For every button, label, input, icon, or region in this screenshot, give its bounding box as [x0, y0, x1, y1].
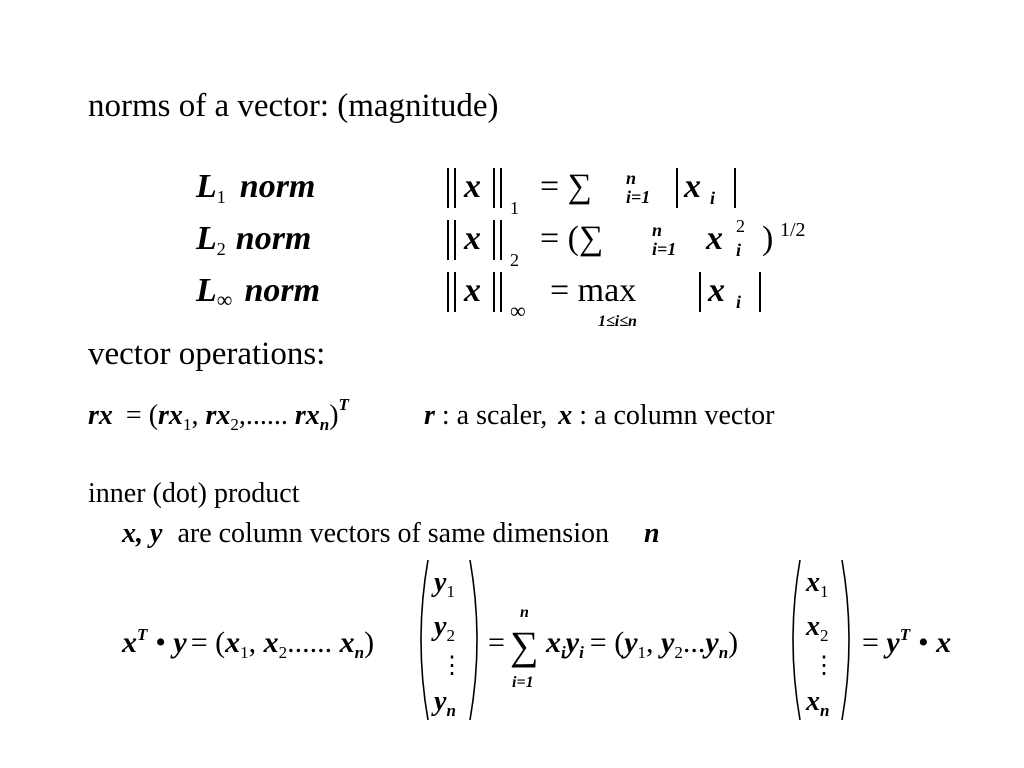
l1-sum-sup: n	[626, 168, 637, 188]
sum-symbol: ∑	[510, 623, 539, 668]
svg-text:x1: $x_1$	[806, 567, 829, 601]
sum-lower: i=1	[512, 674, 534, 691]
svg-text:x: x	[708, 272, 725, 309]
l1-sum-sub: i=1	[626, 187, 651, 207]
l2-lhs-sub: 2	[510, 250, 519, 270]
svg-text:rx = (rx1, rx2,...... rxn): rx = ($rx_1$, $rx_2$,...... $rx_n)^T$	[88, 395, 349, 434]
svg-text:x: x	[464, 272, 481, 309]
inner-product-desc	[122, 518, 660, 550]
desc-text: are column vectors of same dimension	[177, 518, 609, 549]
svg-text:x: x	[706, 220, 723, 257]
svg-text:): )	[762, 220, 774, 257]
linf-lhs-sub: ∞	[510, 298, 526, 323]
svg-text:xn: $x_n$	[806, 686, 830, 720]
svg-text:= yT• x: = $y^T$ • x	[862, 625, 952, 659]
inner-product-title: inner (dot) product	[88, 478, 300, 509]
scalar-multiplication	[0, 380, 1024, 440]
inner-product-equation	[0, 555, 1024, 730]
svg-text:xiyi= (y1, y2...yn): $x_iy_i = (y_1$, $y_2...y_n$)	[546, 626, 739, 662]
l2-sum-sup: n	[652, 220, 663, 240]
sum-upper: n	[520, 604, 529, 621]
l1-norm-row	[195, 168, 735, 218]
svg-text:⋮: ⋮	[812, 653, 836, 679]
l2-label: L2 norm	[196, 220, 312, 259]
linf-rhs: = max	[550, 272, 637, 309]
svg-text:x: x	[464, 168, 481, 205]
svg-text:y2: $y_2$	[434, 611, 455, 645]
linf-label: L∞ norm	[196, 272, 321, 312]
svg-text:⋮: ⋮	[440, 653, 464, 679]
scalar-note: r : a scaler, x : a column vector	[424, 400, 775, 431]
svg-text:x: x	[464, 220, 481, 257]
y-column-vector	[431, 567, 464, 720]
svg-text:2: 2	[736, 216, 745, 236]
norms-heading: norms of a vector: (magnitude)	[88, 88, 499, 124]
operations-heading: vector operations:	[88, 336, 326, 372]
l2-power: 1/2	[780, 219, 806, 241]
svg-text:=: =	[488, 626, 505, 659]
svg-text:i: i	[736, 240, 742, 260]
svg-text:i: i	[736, 292, 742, 312]
linf-max-sub: 1≤i≤n	[598, 313, 637, 330]
svg-text:i: i	[710, 188, 716, 208]
svg-text:xT• y= (x1, x2...... xn): $x^T$ • $y = (x_1$, $x_2$...... $x_n$)	[122, 625, 375, 662]
svg-text:yn: $y_n$	[434, 686, 456, 720]
svg-text:x2: $x_2$	[806, 611, 829, 645]
linf-norm-row	[195, 272, 760, 330]
l2-rhs: = (∑	[540, 220, 604, 257]
svg-text:x: x	[684, 168, 701, 205]
l1-label: L1 norm	[196, 168, 316, 207]
l2-norm-row	[195, 216, 806, 270]
svg-text:y1: $y_1$	[434, 567, 455, 601]
l2-sum-sub: i=1	[652, 239, 677, 259]
l1-rhs: = ∑	[540, 168, 592, 205]
xy-symbols: x, y	[122, 518, 163, 549]
norm-definitions	[0, 0, 1024, 340]
l1-lhs-sub: 1	[510, 198, 519, 218]
dimension-symbol: n	[643, 518, 660, 549]
x-column-vector	[805, 567, 836, 720]
